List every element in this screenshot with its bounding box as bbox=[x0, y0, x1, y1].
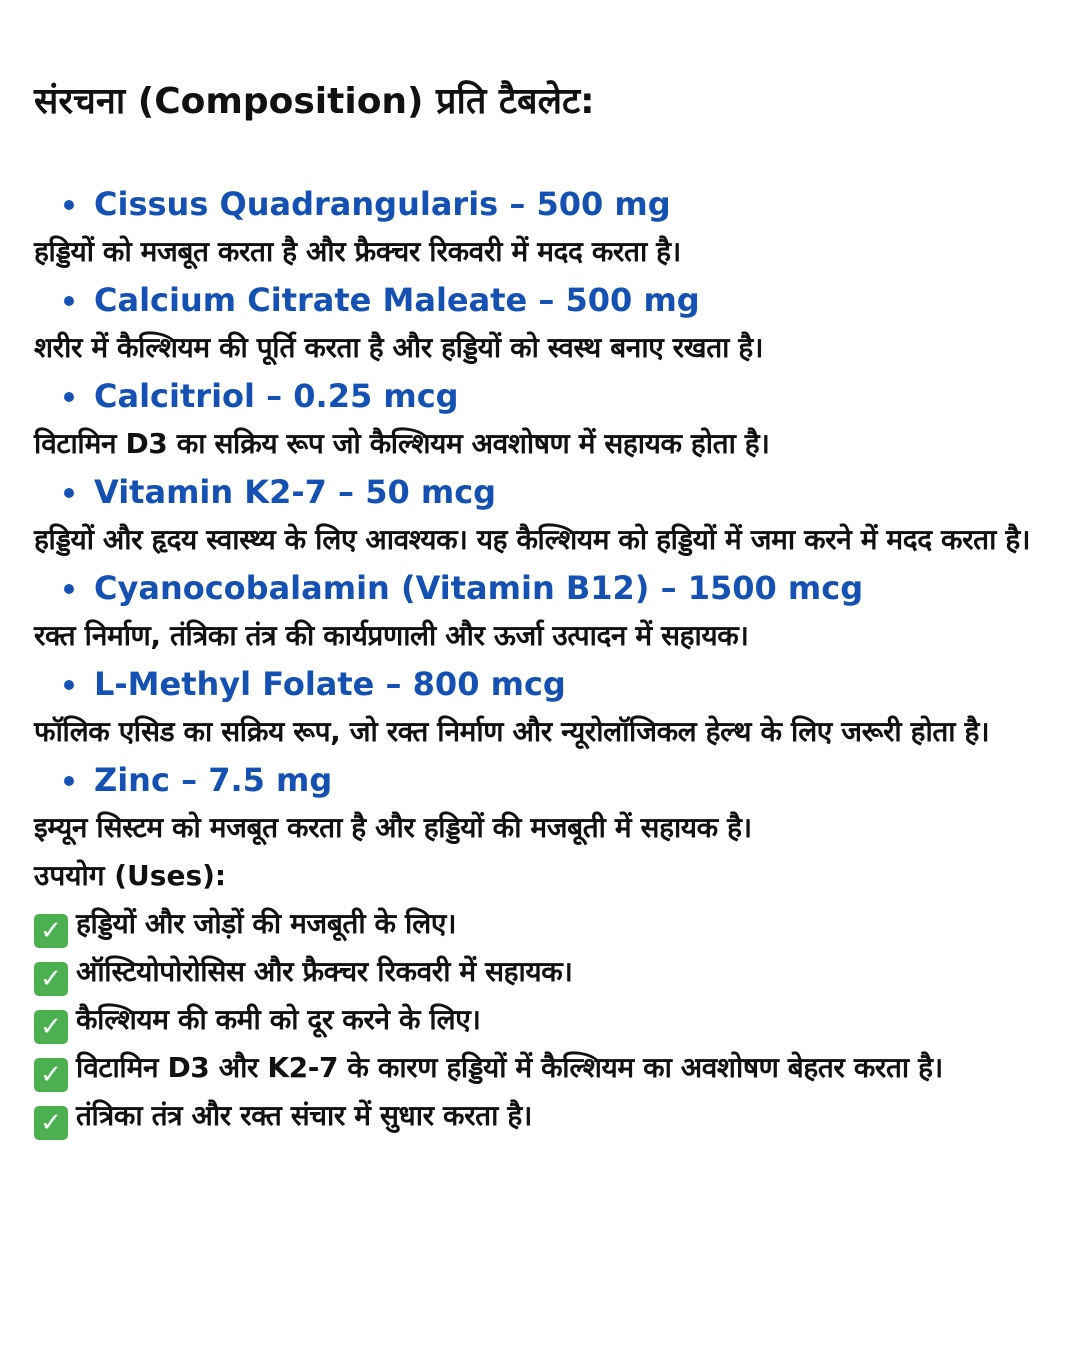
use-item bbox=[34, 948, 1074, 996]
bullet-icon bbox=[64, 392, 74, 402]
ingredient-name bbox=[34, 660, 1074, 708]
use-item bbox=[34, 1092, 1074, 1140]
uses-heading: उपयोग (Uses): bbox=[34, 859, 227, 892]
page-title: संरचना (Composition) प्रति टैबलेट: bbox=[34, 81, 595, 122]
ingredient-description: इम्यून सिस्टम को मजबूत करता है और हड्डियों की मजबूती में सहायक है। bbox=[34, 811, 752, 844]
check-mark-icon: ✓ bbox=[34, 1010, 68, 1044]
ingredient-name-text: Calcium Citrate Maleate – 500 mg bbox=[94, 281, 700, 319]
bullet-icon bbox=[64, 296, 74, 306]
ingredient-name bbox=[34, 756, 1074, 804]
ingredient-name bbox=[34, 564, 1074, 612]
ingredient-name-text: Cyanocobalamin (Vitamin B12) – 1500 mcg bbox=[94, 569, 864, 607]
bullet-icon bbox=[64, 584, 74, 594]
use-item bbox=[34, 900, 1074, 948]
ingredient-name-text: Vitamin K2-7 – 50 mcg bbox=[94, 473, 497, 511]
ingredient-description: रक्त निर्माण, तंत्रिका तंत्र की कार्यप्रणाली और ऊर्जा उत्पादन में सहायक। bbox=[34, 619, 749, 652]
use-item bbox=[34, 1044, 1074, 1092]
ingredient-name bbox=[34, 180, 1074, 228]
check-mark-icon: ✓ bbox=[34, 914, 68, 948]
ingredient-name-text: Calcitriol – 0.25 mcg bbox=[94, 377, 459, 415]
ingredient-description: फॉलिक एसिड का सक्रिय रूप, जो रक्त निर्माण और न्यूरोलॉजिकल हेल्थ के लिए जरूरी होता है। bbox=[34, 715, 990, 748]
bullet-icon bbox=[64, 488, 74, 498]
check-mark-icon: ✓ bbox=[34, 1058, 68, 1092]
ingredient-name-text: Cissus Quadrangularis – 500 mg bbox=[94, 185, 671, 223]
ingredient-description: विटामिन D3 का सक्रिय रूप जो कैल्शियम अवशोषण में सहायक होता है। bbox=[34, 427, 770, 460]
ingredient-description: हड्डियों को मजबूत करता है और फ्रैक्चर रिकवरी में मदद करता है। bbox=[34, 235, 681, 268]
check-mark-icon: ✓ bbox=[34, 1106, 68, 1140]
bullet-icon bbox=[64, 680, 74, 690]
use-item-text: तंत्रिका तंत्र और रक्त संचार में सुधार करता है। bbox=[76, 1099, 532, 1132]
ingredient-name bbox=[34, 372, 1074, 420]
use-item bbox=[34, 996, 1074, 1044]
use-item-text: हड्डियों और जोड़ों की मजबूती के लिए। bbox=[76, 907, 457, 940]
check-mark-icon: ✓ bbox=[34, 962, 68, 996]
ingredient-name bbox=[34, 276, 1074, 324]
ingredient-name bbox=[34, 468, 1074, 516]
bullet-icon bbox=[64, 776, 74, 786]
ingredient-name-text: L-Methyl Folate – 800 mcg bbox=[94, 665, 566, 703]
use-item-text: कैल्शियम की कमी को दूर करने के लिए। bbox=[76, 1003, 481, 1036]
bullet-icon bbox=[64, 200, 74, 210]
composition-list bbox=[34, 180, 1074, 1140]
ingredient-name-text: Zinc – 7.5 mg bbox=[94, 761, 333, 799]
ingredient-description: शरीर में कैल्शियम की पूर्ति करता है और हड्डियों को स्वस्थ बनाए रखता है। bbox=[34, 331, 764, 364]
use-item-text: ऑस्टियोपोरोसिस और फ्रैक्चर रिकवरी में सहायक। bbox=[76, 955, 573, 988]
use-item-text: विटामिन D3 और K2-7 के कारण हड्डियों में कैल्शियम का अवशोषण बेहतर करता है। bbox=[76, 1051, 943, 1084]
ingredient-description: हड्डियों और हृदय स्वास्थ्य के लिए आवश्यक। यह कैल्शियम को हड्डियों में जमा करने में मदद करता है। bbox=[34, 523, 1031, 556]
